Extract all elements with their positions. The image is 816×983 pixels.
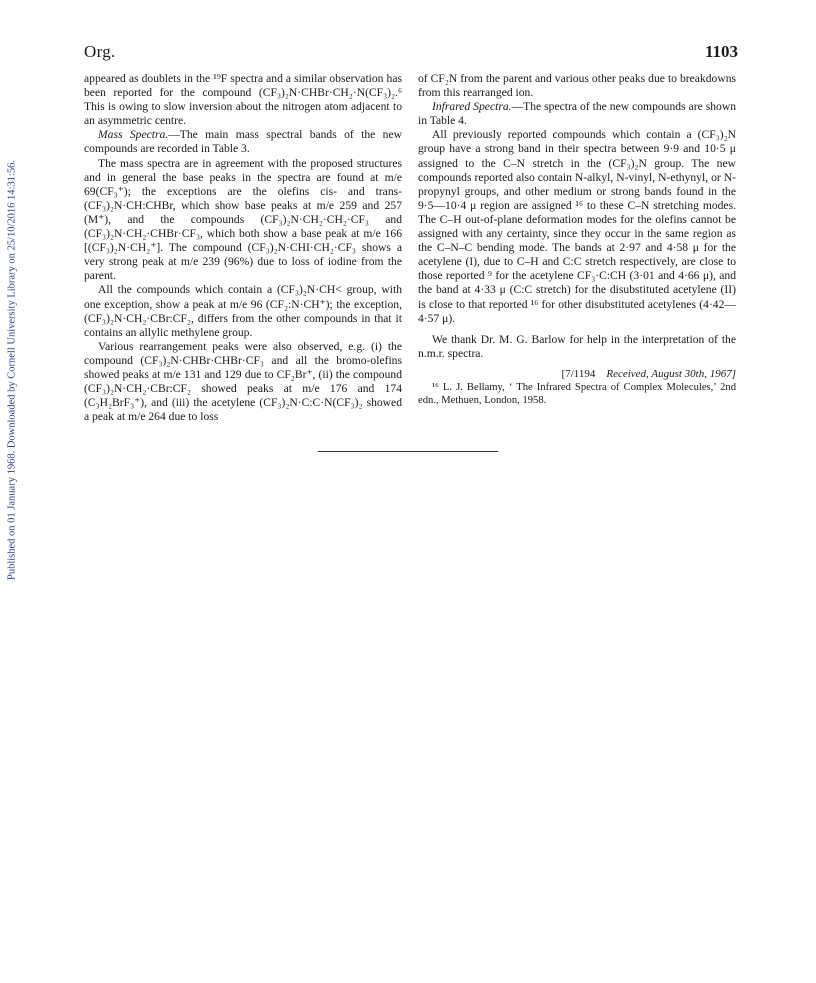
footnote-16: ¹⁶ L. J. Bellamy, ‘ The Infrared Spectra of Complex Molecules,’ 2nd edn., Methuen, London, 1958. (418, 381, 736, 406)
download-stamp (2, 120, 22, 620)
paragraph-text: —The main mass spectral bands of the new compounds are recorded in Table 3. (84, 128, 402, 156)
right-column (418, 72, 736, 407)
paragraph-ch-group: All the compounds which contain a (CF₃)₂N·CH< group, with one exception, show a peak at m/e 96 (CF₂:N·CH⁺); the exception, (CF₃)₂N·CH₂·CBr:CF₂, differs from the other compounds in that it contains an allylic methylene group. (84, 283, 402, 339)
paragraph-text: —The spectra of the new compounds are shown in Table 4. (418, 100, 736, 128)
acknowledgement: We thank Dr. M. G. Barlow for help in the interpretation of the n.m.r. spectra. (418, 332, 736, 360)
running-head: Org. (84, 42, 116, 61)
download-stamp-text: Published on 01 January 1968. Downloaded by Cornell University Library on 25/10/2016 14:31:56. (6, 160, 18, 580)
received-text: Received, August 30th, 1967] (606, 367, 736, 380)
section-heading-infrared-spectra: Infrared Spectra. (432, 100, 512, 114)
section-heading-mass-spectra: Mass Spectra. (98, 128, 169, 142)
paragraph-mass-continuation: of CF₂N from the parent and various other peaks due to breakdowns from this rearranged ion. (418, 72, 736, 100)
page-number: 1103 (704, 42, 738, 61)
left-column (84, 72, 402, 424)
paragraph-base-peaks: The mass spectra are in agreement with the proposed structures and in general the base peaks in the spectra are found at m/e 69(CF₃⁺); the exceptions are the olefins cis- and trans-(CF₃)₂N·CH:CHBr, which show base peaks at m/e 259 and 257 (M⁺), and the compounds (CF₃)₂N·CH₂·CH₂·CF₃ and (CF₃)₂N·CH₂·CHBr·CF₃, which both show a base peak at m/e 166 [(CF₃)₂N·CH₂⁺]. The compound (CF₃)₂N·CHI·CH₂·CF₃ shows a very strong peak at m/e 239 (96%) due to loss of iodine from the parent. (84, 156, 402, 283)
paragraph-infrared-intro (418, 100, 736, 128)
end-divider-rule (318, 451, 498, 452)
received-date (418, 367, 736, 381)
paragraph-rearrangement: Various rearrangement peaks were also observed, e.g. (i) the compound (CF₃)₂N·CHBr·CHBr·CF₃ and all the bromo-olefins showed peaks at m/e 131 and 129 due to CF₂Br⁺, (ii) the compound (CF₃)₂N·CH₂·CBr:CF₂ showed peaks at m/e 176 and 174 (C₃H₂BrF₃⁺), and (iii) the acetylene (CF₃)₂N·C:C·N(CF₃)₂ showed a peak at m/e 264 due to loss (84, 339, 402, 424)
paragraph-mass-spectra-intro (84, 128, 402, 156)
manuscript-reference: [7/1194 (561, 367, 596, 380)
paragraph-nmr-continuation: appeared as doublets in the ¹⁹F spectra and a similar observation has been reported for the compound (CF₃)₂N·CHBr·CH₂·N(CF₃)₂.⁶ This is owing to slow inversion about the nitrogen atom adjacent to an asymmetric centre. (84, 72, 402, 128)
paragraph-cn-stretch: All previously reported compounds which contain a (CF₃)₂N group have a strong band in their spectra between 9·9 and 10·5 μ assigned to the C–N stretch in the (CF₃)₂N group. The new compounds reported also contain N-alkyl, N-vinyl, N-ethynyl, or N-propynyl groups, and other medium or strong bands found in the 9·5—10·4 μ region are assigned ¹⁶ to these C–N stretching modes. The C–H out-of-plane deformation modes for the olefins cannot be assigned with any certainty, since they occur in the same region as the C–N–C bending mode. The bands at 2·97 and 4·58 μ for the acetylene (I), due to C–H and C:C stretch respectively, are close to those reported ⁹ for the acetylene CF₃·C:CH (3·01 and 4·66 μ), and the band at 4·33 μ (C:C stretch) for the disubstituted acetylene (II) is close to that reported ¹⁶ for other disubstituted acetylenes (4·42—4·57 μ). (418, 128, 736, 325)
